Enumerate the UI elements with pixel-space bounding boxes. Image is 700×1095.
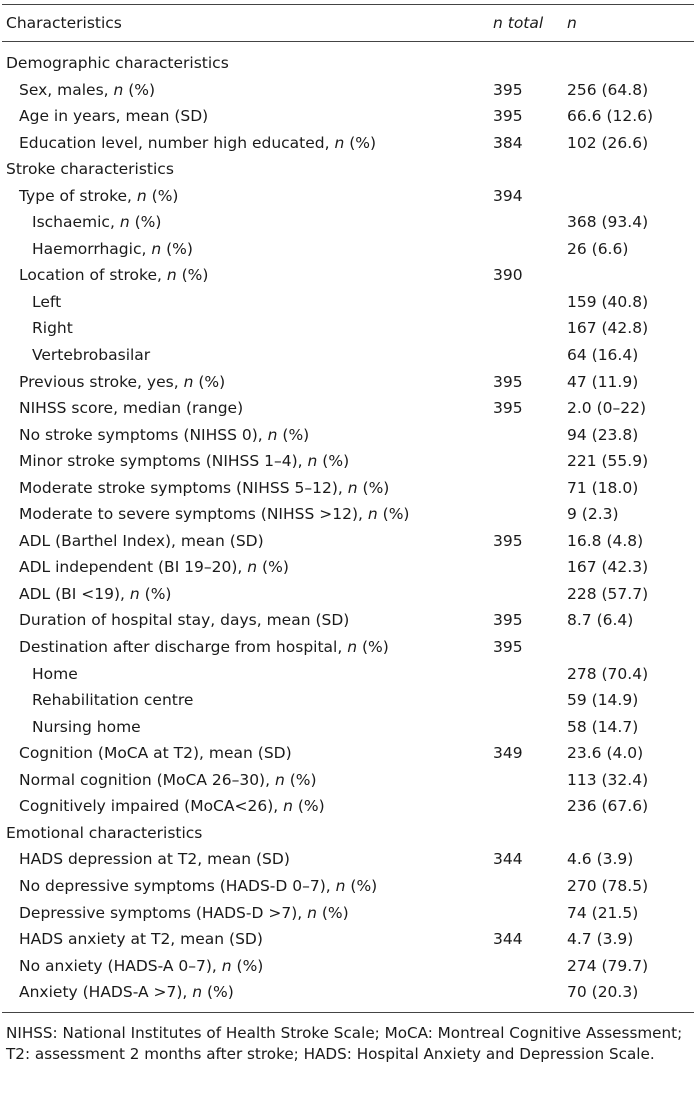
table-row — [2, 554, 694, 581]
row-label: ADL independent (BI 19–20), n (%) — [19, 558, 289, 577]
row-label: Normal cognition (MoCA 26–30), n (%) — [19, 770, 317, 789]
row-n-value: 64 (16.4) — [567, 346, 639, 365]
row-n-total: 395 — [493, 531, 523, 550]
row-label: Location of stroke, n (%) — [19, 266, 209, 285]
row-n-value: 4.6 (3.9) — [567, 850, 634, 869]
row-label: ADL (Barthel Index), mean (SD) — [19, 531, 264, 550]
row-n-value: 228 (57.7) — [567, 584, 649, 603]
header-n-total-text: n total — [493, 14, 544, 32]
row-label: HADS depression at T2, mean (SD) — [19, 850, 290, 869]
row-n-value: 66.6 (12.6) — [567, 107, 654, 126]
table-row — [2, 156, 694, 183]
row-n-value: 9 (2.3) — [567, 505, 619, 524]
header-n-total — [493, 5, 543, 41]
row-label: Nursing home — [32, 717, 141, 736]
row-label: Type of stroke, n (%) — [19, 186, 179, 205]
table-row — [2, 661, 694, 688]
row-n-total: 395 — [493, 638, 523, 657]
table-bottom-rule — [2, 1012, 694, 1013]
header-n-text: n — [567, 14, 577, 32]
row-n-value: 70 (20.3) — [567, 983, 639, 1002]
row-n-total: 344 — [493, 850, 523, 869]
row-n-value: 159 (40.8) — [567, 292, 649, 311]
row-n-value: 71 (18.0) — [567, 478, 639, 497]
table-row — [2, 979, 694, 1006]
table-row — [2, 634, 694, 661]
row-n-value: 274 (79.7) — [567, 956, 649, 975]
table-row — [2, 953, 694, 980]
row-n-value: 4.7 (3.9) — [567, 930, 634, 949]
row-label: Age in years, mean (SD) — [19, 107, 209, 126]
row-label: Vertebrobasilar — [32, 346, 151, 365]
table-row — [2, 262, 694, 289]
row-label: Minor stroke symptoms (NIHSS 1–4), n (%) — [19, 452, 350, 471]
row-n-value: 167 (42.3) — [567, 558, 649, 577]
table-row — [2, 820, 694, 847]
row-label: No depressive symptoms (HADS-D 0–7), n (%) — [19, 876, 378, 895]
row-n-total: 344 — [493, 930, 523, 949]
row-label: Cognition (MoCA at T2), mean (SD) — [19, 744, 292, 763]
table-row — [2, 900, 694, 927]
table-row — [2, 236, 694, 263]
row-label: Destination after discharge from hospital, n (%) — [19, 638, 389, 657]
row-label: Depressive symptoms (HADS-D >7), n (%) — [19, 903, 349, 922]
table-row — [2, 740, 694, 767]
row-n-value: 59 (14.9) — [567, 691, 639, 710]
row-n-value: 270 (78.5) — [567, 876, 649, 895]
table-row — [2, 77, 694, 104]
row-n-total: 395 — [493, 107, 523, 126]
table-row — [2, 687, 694, 714]
table-row — [2, 289, 694, 316]
row-label: HADS anxiety at T2, mean (SD) — [19, 930, 263, 949]
table-footnote: NIHSS: National Institutes of Health Stroke Scale; MoCA: Montreal Cognitive Assessment; T2: assessment 2 months after stroke; HADS: Hospital Anxiety and Depression Scale. — [6, 1023, 683, 1063]
table-row — [2, 581, 694, 608]
row-n-value: 23.6 (4.0) — [567, 744, 644, 763]
row-label: Sex, males, n (%) — [19, 80, 156, 99]
row-n-total: 349 — [493, 744, 523, 763]
row-n-value: 26 (6.6) — [567, 239, 629, 258]
row-label: Education level, number high educated, n (%) — [19, 133, 377, 152]
table-row — [2, 714, 694, 741]
row-label: NIHSS score, median (range) — [19, 399, 244, 418]
row-label: Cognitively impaired (MoCA<26), n (%) — [19, 797, 325, 816]
table-row — [2, 369, 694, 396]
row-n-total: 395 — [493, 80, 523, 99]
row-n-value: 74 (21.5) — [567, 903, 639, 922]
row-n-total: 395 — [493, 399, 523, 418]
row-label: Previous stroke, yes, n (%) — [19, 372, 226, 391]
table-row — [2, 501, 694, 528]
row-n-value: 8.7 (6.4) — [567, 611, 634, 630]
row-label: Demographic characteristics — [6, 54, 229, 72]
row-label: Moderate to severe symptoms (NIHSS >12), n (%) — [19, 505, 410, 524]
table-row — [2, 607, 694, 634]
row-n-value: 221 (55.9) — [567, 452, 649, 471]
table-row — [2, 926, 694, 953]
row-n-total: 390 — [493, 266, 523, 285]
row-label: Duration of hospital stay, days, mean (SD) — [19, 611, 350, 630]
table-row — [2, 130, 694, 157]
table-row — [2, 315, 694, 342]
table-row — [2, 873, 694, 900]
table-row — [2, 846, 694, 873]
table-body — [2, 50, 694, 1006]
header-n — [567, 5, 577, 41]
table-row — [2, 793, 694, 820]
row-n-value: 94 (23.8) — [567, 425, 639, 444]
row-n-value: 167 (42.8) — [567, 319, 649, 338]
table-row — [2, 767, 694, 794]
row-n-value: 102 (26.6) — [567, 133, 649, 152]
table-row — [2, 528, 694, 555]
row-label: No anxiety (HADS-A 0–7), n (%) — [19, 956, 264, 975]
row-label: Anxiety (HADS-A >7), n (%) — [19, 983, 234, 1002]
row-label: Home — [32, 664, 78, 683]
row-n-value: 368 (93.4) — [567, 213, 649, 232]
row-label: Haemorrhagic, n (%) — [32, 239, 193, 258]
table-row — [2, 209, 694, 236]
row-label: Left — [32, 292, 62, 311]
table-row — [2, 342, 694, 369]
table-row — [2, 183, 694, 210]
row-label: ADL (BI <19), n (%) — [19, 584, 172, 603]
table-row — [2, 422, 694, 449]
row-label: No stroke symptoms (NIHSS 0), n (%) — [19, 425, 310, 444]
row-n-total: 394 — [493, 186, 523, 205]
row-label: Right — [32, 319, 73, 338]
row-label: Ischaemic, n (%) — [32, 213, 162, 232]
row-label: Moderate stroke symptoms (NIHSS 5–12), n (%) — [19, 478, 390, 497]
table-header-row — [2, 5, 694, 41]
header-characteristics: Characteristics — [6, 14, 122, 32]
row-n-value: 58 (14.7) — [567, 717, 639, 736]
row-n-value: 16.8 (4.8) — [567, 531, 644, 550]
row-label: Rehabilitation centre — [32, 691, 194, 710]
row-label: Stroke characteristics — [6, 160, 174, 179]
row-n-value: 47 (11.9) — [567, 372, 639, 391]
header-gap — [2, 42, 694, 50]
row-n-value: 256 (64.8) — [567, 80, 649, 99]
row-n-value: 278 (70.4) — [567, 664, 649, 683]
table-row — [2, 50, 694, 77]
table-row — [2, 103, 694, 130]
row-label: Emotional characteristics — [6, 823, 203, 842]
row-n-value: 2.0 (0–22) — [567, 399, 647, 418]
table-row — [2, 475, 694, 502]
row-n-total: 395 — [493, 372, 523, 391]
table-row — [2, 448, 694, 475]
row-n-value: 113 (32.4) — [567, 770, 649, 789]
row-n-total: 384 — [493, 133, 523, 152]
row-n-value: 236 (67.6) — [567, 797, 649, 816]
table-row — [2, 395, 694, 422]
row-n-total: 395 — [493, 611, 523, 630]
characteristics-table — [2, 4, 694, 1065]
